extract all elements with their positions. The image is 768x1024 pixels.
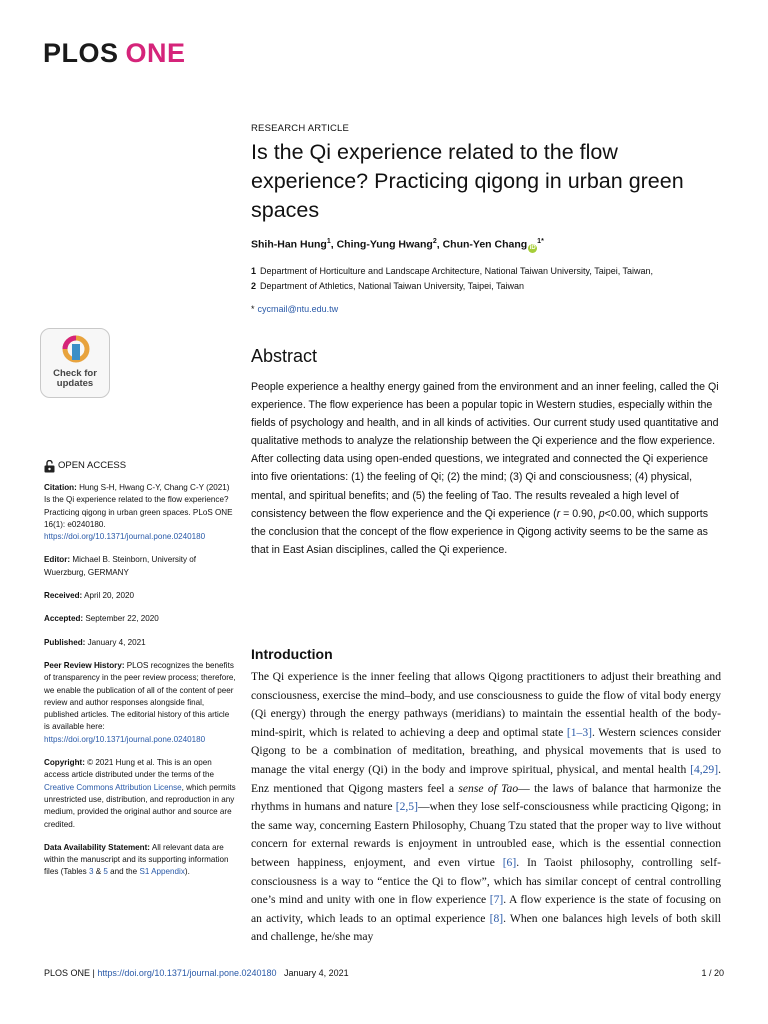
author-name[interactable]: Shih-Han Hung	[251, 238, 327, 251]
table-link[interactable]: 3	[88, 867, 94, 877]
introduction-heading: Introduction	[251, 646, 333, 662]
page-number: 1 / 20	[701, 968, 724, 978]
citation-block: Citation: Hung S-H, Hwang C-Y, Chang C-Y (2021) Is the Qi experience related to the flow experience? Practicing qigong in urban green spaces. PLoS ONE 16(1): e0240180. https://doi.org/10.1371/journal.pone.0240180	[44, 483, 233, 542]
citation-link[interactable]: [1–3]	[566, 725, 592, 739]
orcid-icon[interactable]: iD	[529, 244, 536, 251]
published-block: Published: January 4, 2021	[44, 637, 146, 647]
affiliation-sup: 1	[326, 238, 331, 245]
peer-review-block: Peer Review History: PLOS recognizes the benefits of transparency in the peer review process; therefore, we enable the publication of all of the content of peer review and author responses alongside final, published articles. The editorial history of this article is available here: https://doi.org/10.1371/journal.pone.0240180	[44, 660, 236, 744]
article-sidebar	[44, 460, 236, 890]
author-name[interactable]: Ching-Yung Hwang	[336, 238, 433, 251]
footer-journal: PLOS ONE |	[44, 968, 95, 978]
corresponding-email	[251, 304, 338, 314]
corresponding-star: *	[541, 238, 544, 245]
license-link[interactable]: Creative Commons Attribution License	[44, 782, 182, 792]
check-for-updates-badge[interactable]	[40, 328, 110, 398]
open-lock-icon	[44, 460, 55, 473]
data-availability-block: Data Availability Statement: All relevant data are within the manuscript and its supporting information files (Tables 3 & 5 and the S1 Appendix).	[44, 842, 229, 877]
page-footer	[44, 968, 724, 978]
citation-doi-link[interactable]: https://doi.org/10.1371/journal.pone.0240180	[44, 532, 206, 542]
appendix-link[interactable]: S1 Appendix	[139, 867, 185, 877]
logo-one: ONE	[125, 38, 186, 68]
received-block: Received: April 20, 2020	[44, 591, 135, 601]
article-type: RESEARCH ARTICLE	[251, 123, 350, 134]
table-link[interactable]: 5	[103, 867, 108, 877]
author-list: Shih-Han Hung$^1$, Ching-Yung Hwang$^2$, Chun-Yen Chang $iD^{1*}$	[251, 238, 544, 251]
abstract-heading: Abstract	[251, 346, 318, 366]
editor-block: Editor: Michael B. Steinborn, University of Wuerzburg, GERMANY	[44, 555, 197, 577]
open-access-label: OPEN ACCESS	[44, 460, 236, 473]
copyright-block: Copyright: © 2021 Hung et al. This is an open access article distributed under the terms of the Creative Commons Attribution License, which permits unrestricted use, distribution, and reproduction in any medium, provided the original author and source are credited.	[44, 758, 236, 829]
footer-doi-link[interactable]: https://doi.org/10.1371/journal.pone.0240180	[97, 968, 277, 978]
email-star: *	[251, 304, 255, 314]
citation-link[interactable]: [4,29]	[690, 762, 719, 776]
affiliations	[251, 264, 653, 294]
affiliation-sup: 1	[537, 238, 542, 245]
email-link[interactable]: cycmail@ntu.edu.tw	[257, 304, 339, 314]
author-name[interactable]: Chun-Yen Chang	[442, 238, 528, 251]
affiliation-item: 1 Department of Horticulture and Landscape Architecture, National Taiwan University, Taipei, Taiwan,	[251, 266, 654, 276]
check-updates-icon	[62, 335, 90, 363]
journal-logo	[43, 38, 186, 69]
peer-review-link[interactable]: https://doi.org/10.1371/journal.pone.0240180	[44, 734, 206, 744]
affiliation-sup: 2	[432, 238, 437, 245]
logo-plos: PLOS	[43, 38, 119, 68]
introduction-text: The Qi experience is the inner feeling that allows Qigong practitioners to adjust their breathing and consciousness, exercise the mind–body, and use consciousness to guide the flow of vital body energy (Qi energy) through the energy pathways (meridians) to maintain the essential health of the body-mind-spirit, which is related to achieving a deep and optimal state [1–3]. Western sciences consider Qigong to be a combination of meditation, breathing, and physical movements that is used to manage the vital energy (Qi) in the body and improve spiritual, physical, and mental health [4,29]. Enz mentioned that Qigong masters feel a sense of Tao— the laws of balance that harmonize the rhythms in humans and nature [2,5]—when they lose self-consciousness while practicing Qigong; in the same way, concerning Eastern Philosophy, Chuang Tzu stated that the proper way to live without concern for external rewards is enjoyment in untroubled ease, which is the essential connection between happiness, enjoyment, and even virtue [6]. In Taoist philosophy, controlling self-consciousness is a way to “entice the Qi to flow”, which has similar concept of central controlling one’s mind and unity with one in flow experience [7]. A flow experience is the state of focusing on an activity, which leads to an optimal experience [8]. When one balances high levels of both skill and challenge, he/she may	[251, 670, 722, 944]
footer-date: January 4, 2021	[284, 968, 349, 978]
accepted-block: Accepted: September 22, 2020	[44, 614, 159, 624]
check-updates-text: Check for updates	[53, 368, 97, 389]
abstract-text: People experience a healthy energy gained from the environment and an inner feeling, called the Qi experience. The flow experience has been a popular topic in Western studies, especially within the fields of psychology and health, and in all kinds of activities. Our current study used quantitative and qualitative methods to analyze the relationship between the Qi experience and the flow experience. After collecting data using open-ended questions, we integrated and connected the Qi experience into five orientations: (1) the feeling of Qi; (2) the mind; (3) Qi and consciousness; (4) physical, mental, and spiritual benefits; and (5) the feeling of Tao. The results revealed a high level of consistency between the flow experience and the Qi experience (r = 0.90, p<0.00, which supports the conclusion that the concept of the flow experience in Qigong activity seems to be the same as that in East Asian disciplines, called the Qi experience.	[251, 381, 719, 556]
article-title: Is the Qi experience related to the flow experience? Practicing qigong in urban green spaces	[251, 140, 684, 222]
affiliation-item: 2 Department of Athletics, National Taiwan University, Taipei, Taiwan	[251, 281, 524, 291]
citation-link[interactable]: [6]	[502, 855, 517, 869]
citation-link[interactable]: [8]	[489, 911, 504, 925]
citation-link[interactable]: [7]	[489, 893, 504, 907]
citation-link[interactable]: [2,5]	[395, 800, 418, 814]
